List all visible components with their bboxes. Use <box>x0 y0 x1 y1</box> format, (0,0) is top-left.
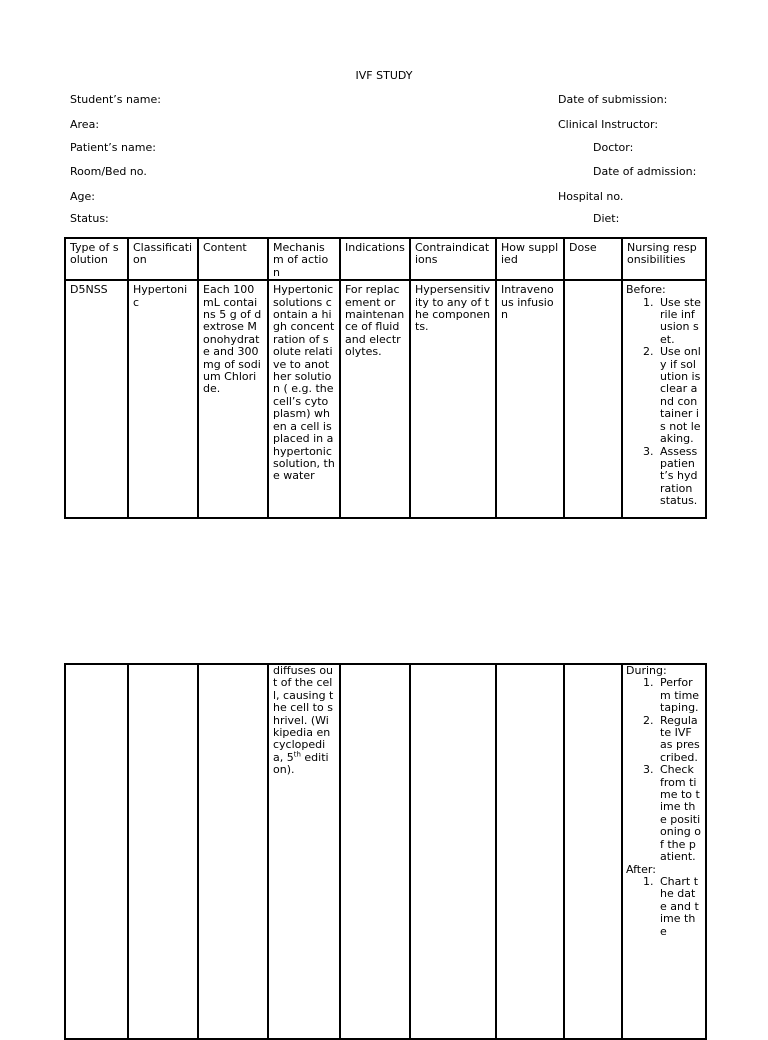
list-item: Regulate IVF as prescribed. <box>660 713 700 764</box>
room-bed-label: Room/Bed no. <box>70 165 147 178</box>
header-mechanism: Mechanism of action <box>268 238 340 280</box>
cell-contraindications: Hypersensitivity to any of the components. <box>410 280 496 518</box>
table-row <box>65 280 706 518</box>
header-indications: Indications <box>340 238 410 280</box>
header-classification: Classification <box>128 238 198 280</box>
age-label: Age: <box>70 190 95 203</box>
cell-content: Each 100mL contains 5 g of dextrose Monohydrate and 300 mg of sodium Chloride. <box>198 280 268 518</box>
header-how-supplied: How supplied <box>496 238 564 280</box>
cell-nursing-continued <box>622 664 706 1039</box>
mechanism-superscript: th <box>293 750 301 759</box>
cell-indications-continued <box>340 664 410 1039</box>
student-name-label: Student’s name: <box>70 93 161 106</box>
header-nursing: Nursing responsibilities <box>622 238 706 280</box>
table-header-row <box>65 238 706 280</box>
cell-dose <box>564 280 622 518</box>
header-dose: Dose <box>564 238 622 280</box>
list-item: Perform time taping. <box>660 676 700 715</box>
ivf-table-page2 <box>64 663 707 1040</box>
cell-content-continued <box>198 664 268 1039</box>
cell-classification-continued <box>128 664 198 1039</box>
list-item: Assess patient’s hydration status. <box>660 444 698 508</box>
page-title: IVF STUDY <box>355 69 413 82</box>
clinical-instructor-label: Clinical Instructor: <box>558 118 659 131</box>
cell-type: D5NSS <box>65 280 128 518</box>
list-item: Use only if solution is clear and container is not leaking. <box>660 345 701 446</box>
cell-type-continued <box>65 664 128 1039</box>
cell-how-supplied-continued <box>496 664 564 1039</box>
header-contraindications: Contraindications <box>410 238 496 280</box>
doctor-label: Doctor: <box>593 141 634 154</box>
list-item: Check from time to time the positioning of the patient. <box>660 763 701 864</box>
cell-contraindications-continued <box>410 664 496 1039</box>
cell-how-supplied: Intravenous infusion <box>496 280 564 518</box>
hospital-no-label: Hospital no. <box>558 190 624 203</box>
status-label: Status: <box>70 212 109 225</box>
nursing-before-label: Before: <box>626 283 666 297</box>
cell-mechanism: Hypertonic solutions contain a high concentration of solute relative to another solution ( e.g. the cell’s cytoplasm) when a cell is placed in a hypertonic solution, the water <box>268 280 340 518</box>
date-admission-label: Date of admission: <box>593 165 697 178</box>
diet-label: Diet: <box>593 212 620 225</box>
nursing-during-label: During: <box>626 664 667 677</box>
cell-mechanism-continued <box>268 664 340 1039</box>
header-type: Type of solution <box>65 238 128 280</box>
nursing-during-list <box>626 677 701 863</box>
cell-classification: Hypertonic <box>128 280 198 518</box>
cell-dose-continued <box>564 664 622 1039</box>
table-row <box>65 664 706 1039</box>
mechanism-text-end: edition). <box>273 750 329 777</box>
cell-indications: For replacement or maintenance of fluid and electrolytes. <box>340 280 410 518</box>
list-item: Chart the date and time the <box>660 874 699 938</box>
patient-name-label: Patient’s name: <box>70 141 156 154</box>
cell-nursing <box>622 280 706 518</box>
nursing-after-list <box>626 876 701 938</box>
header-content: Content <box>198 238 268 280</box>
nursing-after-label: After: <box>626 862 656 876</box>
ivf-table-page1 <box>64 237 707 519</box>
nursing-before-list <box>626 297 701 508</box>
date-submission-label: Date of submission: <box>558 93 668 106</box>
list-item: Use sterile infusion set. <box>660 295 701 346</box>
mechanism-text-continued: diffuses out of the cell, causing the cell to shrivel. (Wikipedia encyclopedia, 5 <box>273 664 334 764</box>
area-label: Area: <box>70 118 100 131</box>
